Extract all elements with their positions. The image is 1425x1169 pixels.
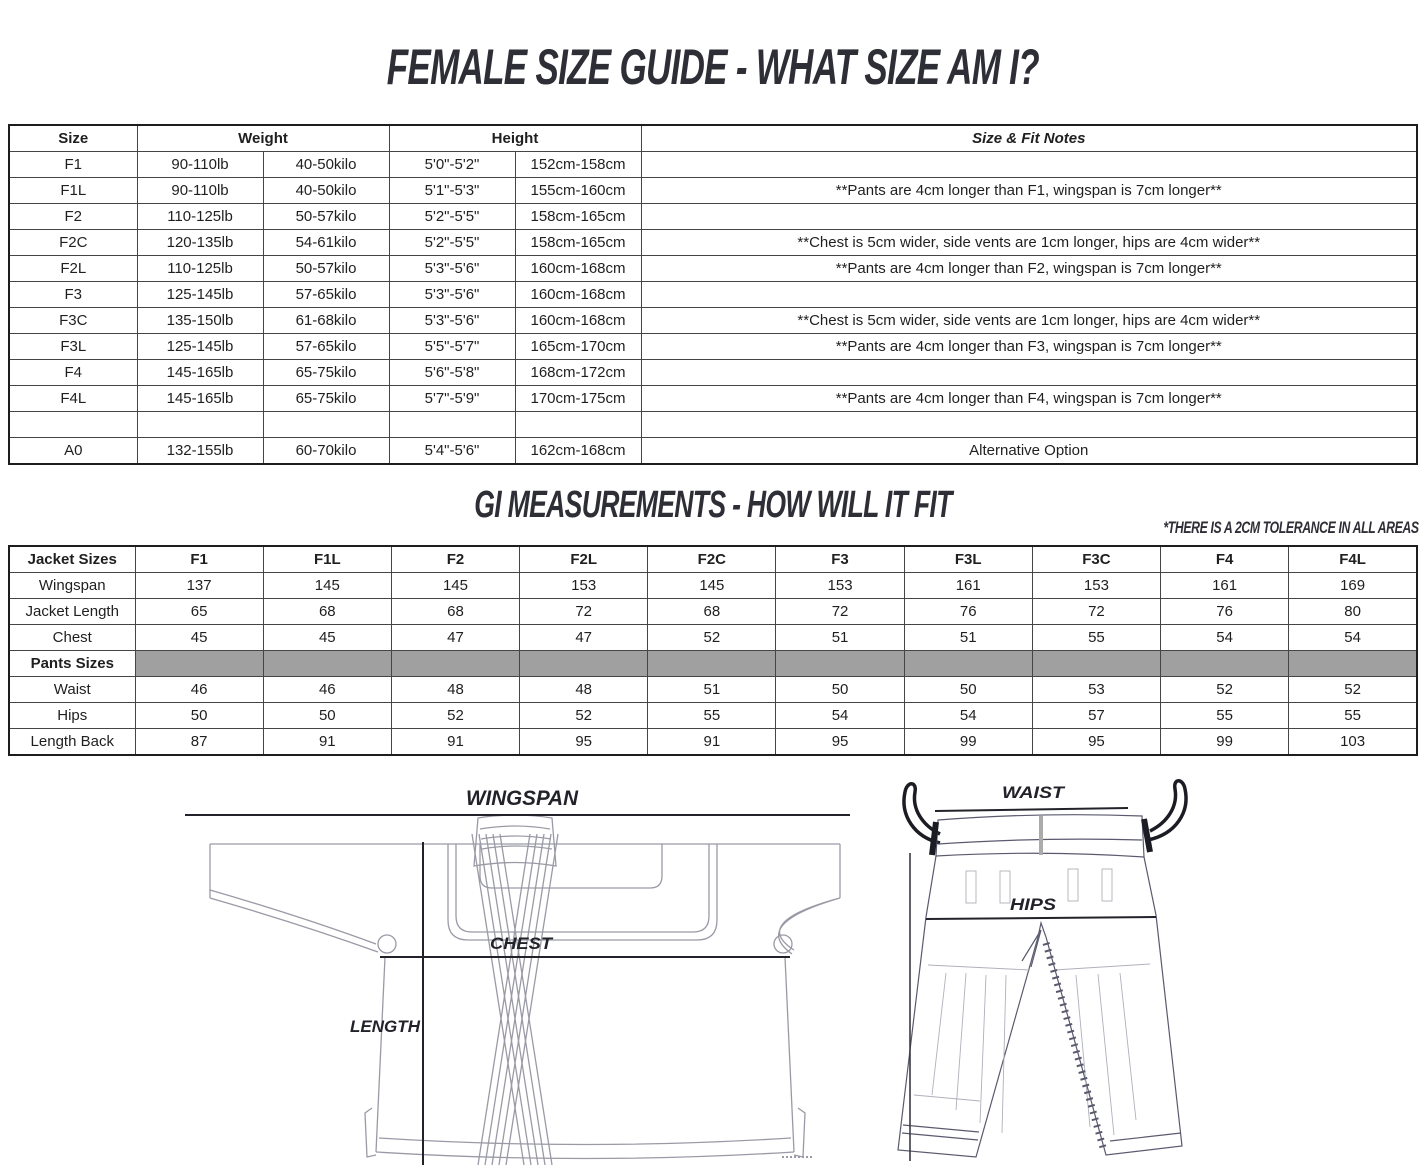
length-label: LENGTH (350, 1017, 421, 1036)
size-guide-header-row (9, 125, 1417, 152)
jacket-sizes-header: Jacket Sizes (9, 546, 135, 573)
col-header-weight: Weight (137, 125, 389, 152)
table-row-f4: F4 145-165lb 65-75kilo 5'6"-5'8" 168cm-172cm (9, 360, 1417, 386)
size-guide-table (8, 124, 1418, 465)
table-row-f2l: F2L 110-125lb 50-57kilo 5'3"-5'6" 160cm-168cm **Pants are 4cm longer than F2, wingspan is 7cm longer** (9, 256, 1417, 282)
table-row-hips: Hips 50 50 52 52 55 54 54 57 55 55 (9, 703, 1417, 729)
table-row-f4l: F4L 145-165lb 65-75kilo 5'7"-5'9" 170cm-175cm **Pants are 4cm longer than F4, wingspan is 7cm longer** (9, 386, 1417, 412)
waist-label: WAIST (1002, 783, 1066, 802)
gi-pants-diagram (880, 765, 1210, 1165)
pants-gusset-hatch (1046, 943, 1104, 1151)
table-row-length-back: Length Back 87 91 91 95 91 95 99 95 99 103 (9, 729, 1417, 756)
col-header-notes: Size & Fit Notes (641, 125, 1417, 152)
pants-stitching (914, 964, 1150, 1135)
table-row-f3: F3 125-145lb 57-65kilo 5'3"-5'6" 160cm-168cm (9, 282, 1417, 308)
page-title-size-guide: FEMALE SIZE GUIDE - WHAT SIZE AM I? (386, 39, 1039, 95)
table-row-f3l: F3L 125-145lb 57-65kilo 5'5"-5'7" 165cm-170cm **Pants are 4cm longer than F3, wingspan is 7cm longer** (9, 334, 1417, 360)
table-row-f1l: F1L 90-110lb 40-50kilo 5'1"-5'3" 155cm-160cm **Pants are 4cm longer than F1, wingspan is 7cm longer** (9, 178, 1417, 204)
table-row-wingspan: Wingspan 137 145 145 153 145 153 161 153 161 169 (9, 573, 1417, 599)
table-row-f2: F2 110-125lb 50-57kilo 5'2"-5'5" 158cm-165cm (9, 204, 1417, 230)
chest-label: CHEST (490, 934, 554, 953)
waist-line (935, 808, 1128, 811)
table-row-f1: F1 90-110lb 40-50kilo 5'0"-5'2" 152cm-158cm (9, 152, 1417, 178)
table-row-blank (9, 412, 1417, 438)
pants-legs (898, 915, 1182, 1157)
jacket-lapel (472, 834, 558, 1165)
table-row-chest: Chest 45 45 47 47 52 51 51 55 54 54 (9, 625, 1417, 651)
table-row-jacket-length: Jacket Length 65 68 68 72 68 72 76 72 76 80 (9, 599, 1417, 625)
pants-waistband (932, 815, 1150, 857)
col-header-size: Size (9, 125, 137, 152)
pants-sizes-header: Pants Sizes (9, 651, 135, 677)
table-row-pants-sizes (9, 651, 1417, 677)
hips-line (926, 917, 1156, 919)
wingspan-label: WINGSPAN (466, 787, 579, 810)
table-row-waist: Waist 46 46 48 48 51 50 50 53 52 52 (9, 677, 1417, 703)
table-row-f3c: F3C 135-150lb 61-68kilo 5'3"-5'6" 160cm-168cm **Chest is 5cm wider, side vents are 1cm longer, hips are 4cm wider** (9, 308, 1417, 334)
measurements-header-row: Jacket Sizes F1 F1L F2 F2L F2C F3 F3L F3C F4 F4L (9, 546, 1417, 573)
col-header-height: Height (389, 125, 641, 152)
table-row-f2c: F2C 120-135lb 54-61kilo 5'2"-5'5" 158cm-165cm **Chest is 5cm wider, side vents are 1cm longer, hips are 4cm wider** (9, 230, 1417, 256)
fine-print-mark (782, 1156, 812, 1158)
hips-label: HIPS (1010, 895, 1057, 914)
tolerance-note: *THERE IS A 2CM TOLERANCE IN ALL AREAS (1163, 518, 1419, 537)
page-title-measurements: GI MEASUREMENTS - HOW WILL IT FIT (473, 484, 952, 526)
gi-jacket-diagram (150, 772, 880, 1167)
measurements-table (8, 545, 1418, 756)
jacket-collar (474, 815, 556, 866)
table-row-a0: A0 132-155lb 60-70kilo 5'4"-5'6" 162cm-168cm Alternative Option (9, 438, 1417, 465)
